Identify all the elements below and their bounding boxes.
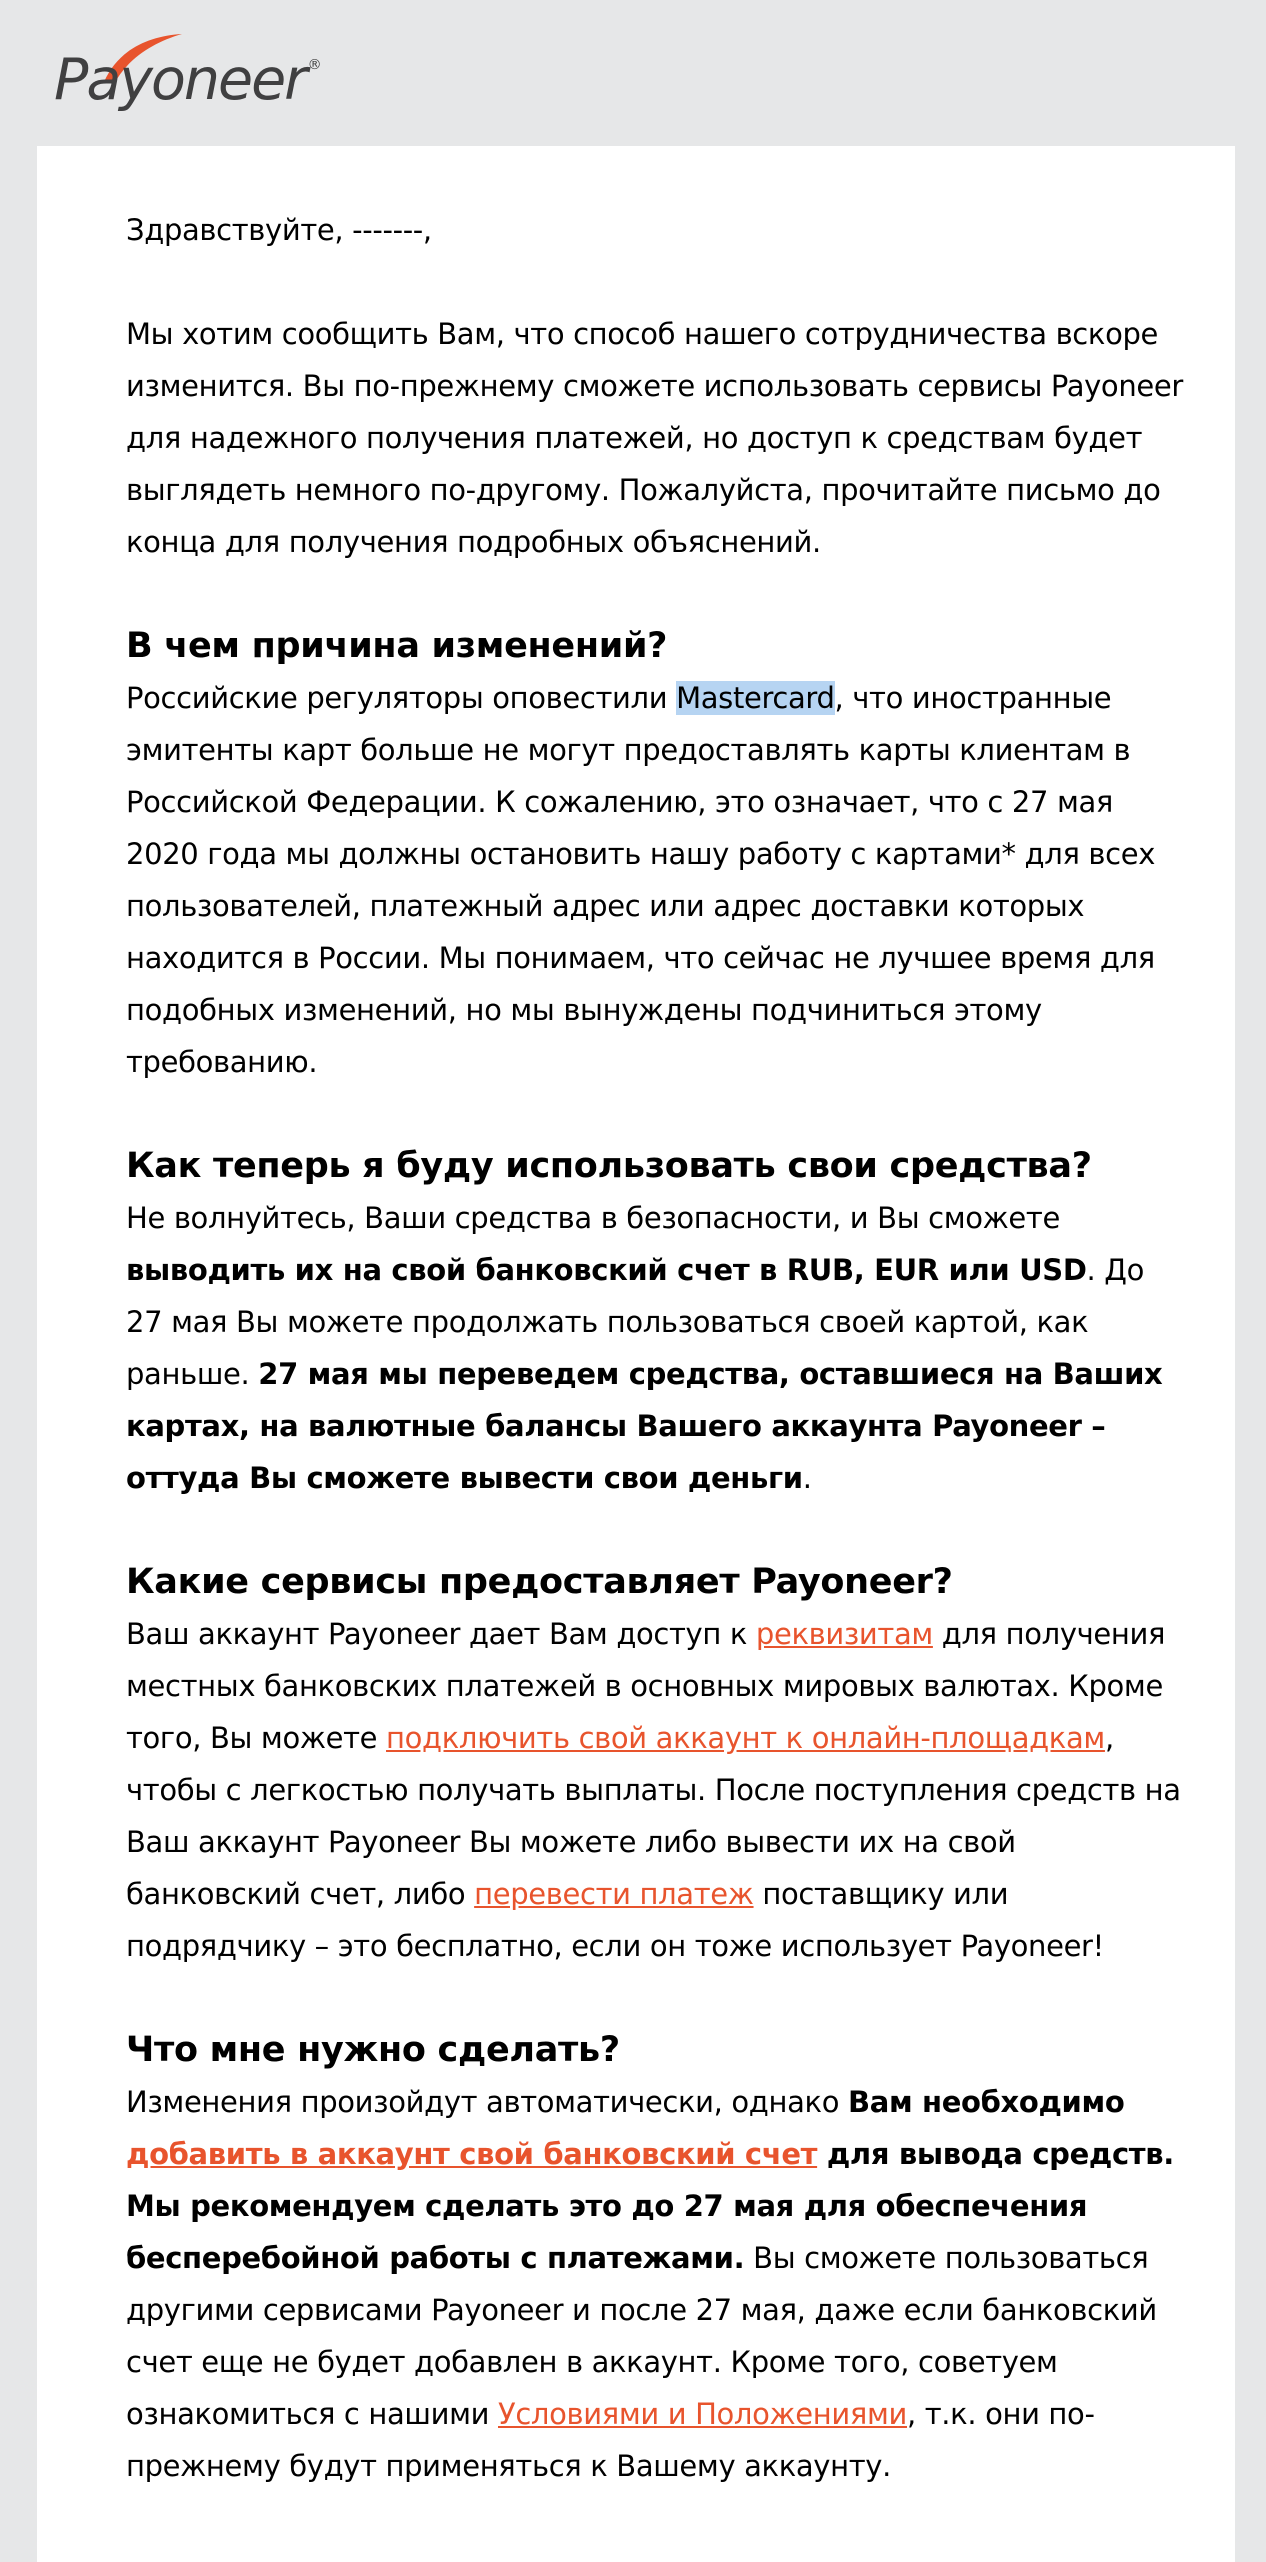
highlighted-text: Mastercard — [676, 681, 835, 715]
logo-wordmark: Payoneer ® — [54, 47, 320, 113]
add-bank-account-link[interactable]: добавить в аккаунт свой банковский счет — [126, 2137, 818, 2171]
section-reason-text: Российские регуляторы оповестили Mastercard, что иностранные эмитенты карт больше не могут предоставлять карты клиентам в Российской Федерации. К сожалению, это означает, что с 27 мая 2020 года мы должны остановить нашу работу с картами* для всех пользователей, платежный адрес или адрес доставки которых находится в России. Мы понимаем, что сейчас не лучшее время для подобных изменений, но мы вынуждены подчиниться этому требованию. — [126, 681, 1156, 1079]
transfer-payment-link[interactable]: перевести платеж — [474, 1877, 754, 1911]
section-todo-text: Изменения произойдут автоматически, однако Вам необходимо добавить в аккаунт свой банковский счет для вывода средств. Мы рекомендуем сделать это до 27 мая для обеспечения бесперебойной работы с платежами. Вы сможете пользоваться другими сервисами Payoneer и после 27 мая, даже если банковский счет еще не будет добавлен в аккаунт. Кроме того, советуем ознакомиться с нашими Условиями и Положениями, т.к. они по-прежнему будут применяться к Вашему аккаунту. — [126, 2085, 1174, 2483]
section-funds-heading: Как теперь я буду использовать свои средства? — [126, 1146, 1092, 1186]
intro-paragraph: Мы хотим сообщить Вам, что способ нашего сотрудничества вскоре изменится. Вы по-прежнему сможете использовать сервисы Payoneer для надежного получения платежей, но доступ к средствам будет выглядеть немного по-другому. Пожалуйста, прочитайте письмо до конца для получения подробных объяснений. — [126, 317, 1183, 559]
section-services-text: Ваш аккаунт Payoneer дает Вам доступ к реквизитам для получения местных банковских платежей в основных мировых валютах. Кроме того, Вы можете подключить свой аккаунт к онлайн-площадкам, чтобы с легкостью получать выплаты. После поступления средств на Ваш аккаунт Payoneer Вы можете либо вывести их на свой банковский счет, либо перевести платеж поставщику или подрядчику – это бесплатно, если он тоже использует Payoneer! — [126, 1617, 1181, 1963]
section-todo-heading: Что мне нужно сделать? — [126, 2030, 620, 2070]
logo-registered-mark: ® — [307, 57, 320, 73]
section-funds-text: Не волнуйтесь, Ваши средства в безопасности, и Вы сможете выводить их на свой банковский счет в RUB, EUR или USD. До 27 мая Вы можете продолжать пользоваться своей картой, как раньше. 27 мая мы переведем средства, оставшиеся на Ваших картах, на валютные балансы Вашего аккаунта Payoneer – оттуда Вы сможете вывести свои деньги. — [126, 1201, 1163, 1495]
payoneer-logo — [54, 30, 354, 130]
section-reason-heading: В чем причина изменений? — [126, 626, 668, 666]
connect-marketplaces-link[interactable]: подключить свой аккаунт к онлайн-площадкам — [386, 1721, 1105, 1755]
greeting: Здравствуйте, -------, — [126, 213, 432, 247]
section-funds — [126, 1140, 1186, 1504]
section-services — [126, 1556, 1186, 1972]
section-todo — [126, 2024, 1186, 2492]
email-body — [126, 204, 1186, 2544]
bank-details-link[interactable]: реквизитам — [755, 1617, 933, 1651]
section-reason — [126, 620, 1186, 1088]
section-services-heading: Какие сервисы предоставляет Payoneer? — [126, 1562, 953, 1602]
terms-and-conditions-link[interactable]: Условиями и Положениями — [498, 2397, 908, 2431]
email-card — [37, 146, 1235, 2562]
